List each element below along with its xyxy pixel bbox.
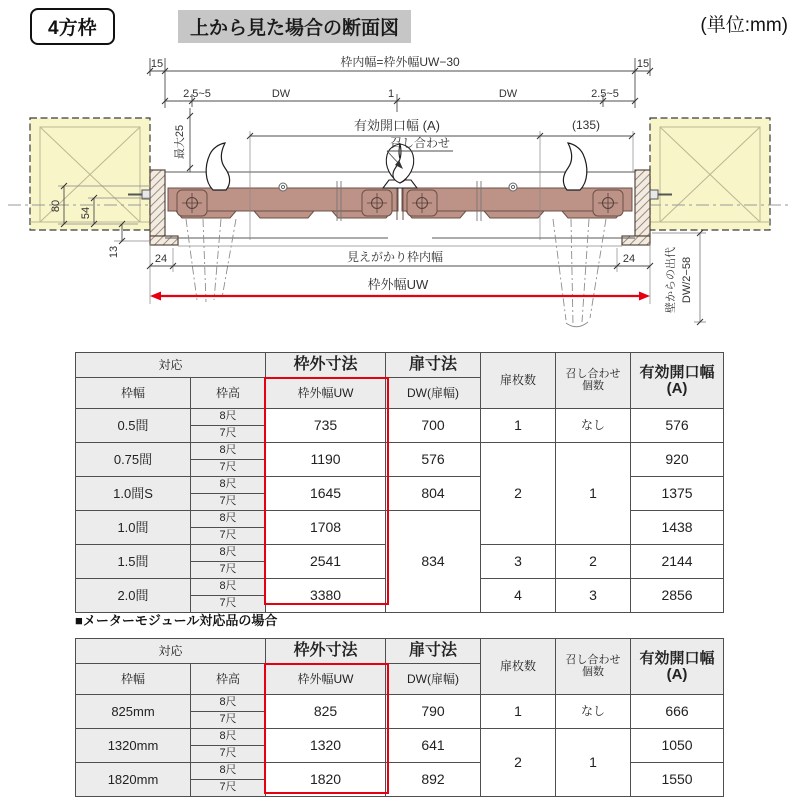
t2-a: 666 [631,695,724,729]
col-header-taio: 対応 [76,353,266,378]
col-header-wakugai-uw: 枠外幅UW [266,664,386,695]
t1-height-7: 7尺 [191,460,266,477]
meter-module-section-label: ■メーターモジュール対応品の場合 [75,613,278,628]
t1-doors: 2 [481,443,556,545]
t2-height-7: 7尺 [191,712,266,729]
dim-54: 54 [80,206,92,220]
col-header-wakugai-sunpo: 枠外寸法 [266,353,386,378]
t2-width: 825mm [76,695,191,729]
t1-doors: 1 [481,409,556,443]
dim-inner-width: 枠内幅=枠外幅UW−30 [340,55,460,69]
col-header-tobira-sunpo: 扉寸法 [386,639,481,664]
t1-height-7: 7尺 [191,494,266,511]
kaiko-line1: 有効開口幅 [639,363,715,381]
meshiawase-line1: 召し合わせ [565,653,621,666]
t1-height-8: 8尺 [191,477,266,494]
swing-arc [566,322,588,327]
t2-height-7: 7尺 [191,746,266,763]
t1-a: 2144 [631,545,724,579]
t2-height-8: 8尺 [191,695,266,712]
col-header-meshiawase [556,639,631,695]
dim-dw-right: DW [498,88,518,100]
t1-width: 1.0間 [76,511,191,545]
t1-dw: 804 [386,477,481,511]
t1-meshi: 3 [556,579,631,613]
t1-dw: 834 [386,511,481,613]
t2-doors: 1 [481,695,556,729]
wall-section-right [650,118,770,230]
col-header-kaiko [631,639,724,695]
dim-max25: 最大25 [174,124,186,160]
t1-uw: 1708 [266,511,386,545]
t1-meshi: なし [556,409,631,443]
t1-height-8: 8尺 [191,545,266,562]
spec-table-meter-module [75,638,724,797]
col-header-dw: DW(扉幅) [386,664,481,695]
t1-width: 0.5間 [76,409,191,443]
col-header-wakudaka: 枠高 [191,378,266,409]
uw-red-dimension-arrow [150,292,650,301]
meshiawase-line2: 個数 [582,379,605,392]
t1-width: 0.75間 [76,443,191,477]
label-meshiawase: 召し合わせ [389,136,451,150]
dim-15-right: 15 [636,58,650,70]
t1-meshi: 2 [556,545,631,579]
dim-1: 1 [387,88,395,100]
t1-height-8: 8尺 [191,409,266,426]
dim-2_5-5-right: 2.5~5 [591,88,619,100]
door-swing-lines [186,219,606,325]
t1-height-7: 7尺 [191,426,266,443]
dim-13: 13 [108,245,120,259]
section-title: 上から見た場合の断面図 [178,10,411,43]
t1-a: 1375 [631,477,724,511]
t1-a: 576 [631,409,724,443]
door-handle-left [206,143,229,190]
t2-width: 1320mm [76,729,191,763]
dim-24-left: 24 [154,253,168,265]
dim-135: (135) [571,118,601,132]
t1-meshi: 1 [556,443,631,545]
t2-uw: 1320 [266,729,386,763]
t2-a: 1050 [631,729,724,763]
t1-width: 1.5間 [76,545,191,579]
t2-doors: 2 [481,729,556,797]
t1-uw: 735 [266,409,386,443]
dim-2_5-5-left: 2.5~5 [183,88,211,100]
t2-a: 1550 [631,763,724,797]
unit-label: (単位:mm) [700,15,788,36]
col-header-meshiawase [556,353,631,409]
t2-dw: 641 [386,729,481,763]
dim-24-right: 24 [622,253,636,265]
t1-a: 920 [631,443,724,477]
dim-uw-label: 枠外幅UW [367,277,429,292]
col-header-wakugai-sunpo: 枠外寸法 [266,639,386,664]
t1-height-8: 8尺 [191,511,266,528]
col-header-tobira-maisu: 扉枚数 [481,639,556,695]
t1-uw: 2541 [266,545,386,579]
t1-a: 1438 [631,511,724,545]
meshiawase-line2: 個数 [582,665,605,678]
t2-uw: 1820 [266,763,386,797]
frame-type-badge: 4方枠 [30,8,115,45]
t1-dw: 576 [386,443,481,477]
col-header-wakugai-uw: 枠外幅UW [266,378,386,409]
t2-height-8: 8尺 [191,763,266,780]
t1-dw: 700 [386,409,481,443]
t1-width: 2.0間 [76,579,191,613]
dim-wall-offset-2: DW/2−58 [681,256,693,304]
t1-uw: 3380 [266,579,386,613]
dim-wall-offset-1: 壁からの出代 [665,247,677,313]
sliding-door-panels [168,188,632,218]
t1-width: 1.0間S [76,477,191,511]
col-header-wakuhaba: 枠幅 [76,378,191,409]
t2-meshi: なし [556,695,631,729]
t1-doors: 4 [481,579,556,613]
kaiko-line2: (A) [666,665,688,683]
t1-uw: 1190 [266,443,386,477]
t1-height-8: 8尺 [191,443,266,460]
col-header-wakuhaba: 枠幅 [76,664,191,695]
meshiawase-line1: 召し合わせ [565,367,621,380]
t1-uw: 1645 [266,477,386,511]
t1-height-8: 8尺 [191,579,266,596]
dim-15-left: 15 [150,58,164,70]
dim-effective-opening: 有効開口幅 (A) [354,118,440,133]
t1-a: 2856 [631,579,724,613]
t1-height-7: 7尺 [191,528,266,545]
spec-table-standard [75,352,724,613]
dim-visible-inner: 見えがかり枠内幅 [346,250,444,264]
col-header-wakudaka: 枠高 [191,664,266,695]
col-header-tobira-maisu: 扉枚数 [481,353,556,409]
t2-meshi: 1 [556,729,631,797]
col-header-taio: 対応 [76,639,266,664]
t2-width: 1820mm [76,763,191,797]
kaiko-line2: (A) [666,379,688,397]
t2-dw: 790 [386,695,481,729]
t1-height-7: 7尺 [191,562,266,579]
t2-height-7: 7尺 [191,780,266,797]
col-header-kaiko [631,353,724,409]
col-header-dw: DW(扉幅) [386,378,481,409]
dim-80: 80 [50,199,62,213]
t2-height-8: 8尺 [191,729,266,746]
t1-doors: 3 [481,545,556,579]
kaiko-line1: 有効開口幅 [639,649,715,667]
dim-dw-left: DW [271,88,291,100]
t2-uw: 825 [266,695,386,729]
t2-dw: 892 [386,763,481,797]
door-handle-right [563,143,586,190]
t1-height-7: 7尺 [191,596,266,613]
col-header-tobira-sunpo: 扉寸法 [386,353,481,378]
